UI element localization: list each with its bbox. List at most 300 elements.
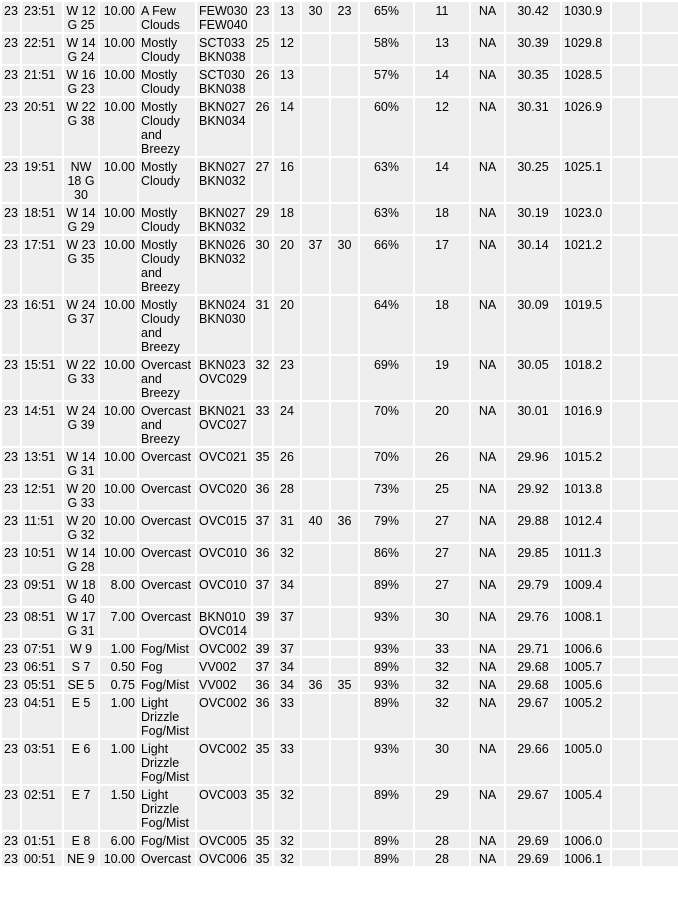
table-row: [1, 657, 678, 675]
min-6hr-cell: [330, 639, 359, 657]
table-row: [1, 575, 678, 607]
wind-cell: E 5: [63, 693, 99, 739]
time-cell: 22:51: [21, 33, 63, 65]
table-row: [1, 401, 678, 447]
heat-index-cell: NA: [470, 447, 505, 479]
wind-chill-cell: 27: [414, 543, 470, 575]
precip-1hr-cell: [611, 203, 641, 235]
table-row: [1, 157, 678, 203]
air-temp-cell: 30: [252, 235, 273, 295]
weather-cell: Overcast: [138, 543, 196, 575]
sky-condition-cell: OVC003: [196, 785, 252, 831]
wind-chill-cell: 32: [414, 657, 470, 675]
sea-level-pressure-cell: 1011.3: [561, 543, 611, 575]
relative-humidity-cell: 58%: [359, 33, 414, 65]
wind-chill-cell: 32: [414, 675, 470, 693]
precip-1hr-cell: [611, 831, 641, 849]
visibility-cell: 0.50: [99, 657, 138, 675]
visibility-cell: 6.00: [99, 831, 138, 849]
precip-3hr-cell: [641, 849, 678, 867]
max-6hr-cell: [301, 97, 330, 157]
precip-3hr-cell: [641, 543, 678, 575]
max-6hr-cell: 30: [301, 1, 330, 33]
wind-cell: W 14 G 29: [63, 203, 99, 235]
time-cell: 20:51: [21, 97, 63, 157]
min-6hr-cell: [330, 831, 359, 849]
wind-cell: W 14 G 28: [63, 543, 99, 575]
min-6hr-cell: [330, 447, 359, 479]
weather-cell: Overcast: [138, 479, 196, 511]
weather-cell: A Few Clouds: [138, 1, 196, 33]
date-cell: 23: [1, 511, 21, 543]
sky-condition-cell: OVC021: [196, 447, 252, 479]
sea-level-pressure-cell: 1006.0: [561, 831, 611, 849]
min-6hr-cell: [330, 97, 359, 157]
precip-3hr-cell: [641, 447, 678, 479]
precip-1hr-cell: [611, 65, 641, 97]
air-temp-cell: 36: [252, 675, 273, 693]
min-6hr-cell: [330, 849, 359, 867]
time-cell: 18:51: [21, 203, 63, 235]
date-cell: 23: [1, 355, 21, 401]
sea-level-pressure-cell: 1005.7: [561, 657, 611, 675]
time-cell: 00:51: [21, 849, 63, 867]
relative-humidity-cell: 60%: [359, 97, 414, 157]
time-cell: 05:51: [21, 675, 63, 693]
sea-level-pressure-cell: 1023.0: [561, 203, 611, 235]
table-row: [1, 203, 678, 235]
wind-cell: W 22 G 33: [63, 355, 99, 401]
relative-humidity-cell: 89%: [359, 785, 414, 831]
min-6hr-cell: [330, 785, 359, 831]
air-temp-cell: 23: [252, 1, 273, 33]
precip-1hr-cell: [611, 607, 641, 639]
air-temp-cell: 29: [252, 203, 273, 235]
heat-index-cell: NA: [470, 657, 505, 675]
dew-point-cell: 32: [273, 831, 301, 849]
date-cell: 23: [1, 157, 21, 203]
table-row: [1, 97, 678, 157]
dew-point-cell: 33: [273, 693, 301, 739]
precip-3hr-cell: [641, 65, 678, 97]
precip-3hr-cell: [641, 355, 678, 401]
air-temp-cell: 37: [252, 575, 273, 607]
wind-chill-cell: 13: [414, 33, 470, 65]
weather-cell: Overcast: [138, 447, 196, 479]
precip-3hr-cell: [641, 607, 678, 639]
date-cell: 23: [1, 657, 21, 675]
air-temp-cell: 26: [252, 97, 273, 157]
precip-3hr-cell: [641, 1, 678, 33]
air-temp-cell: 39: [252, 639, 273, 657]
precip-3hr-cell: [641, 693, 678, 739]
visibility-cell: 1.50: [99, 785, 138, 831]
altimeter-cell: 29.85: [505, 543, 561, 575]
wind-chill-cell: 27: [414, 575, 470, 607]
heat-index-cell: NA: [470, 235, 505, 295]
min-6hr-cell: 23: [330, 1, 359, 33]
weather-cell: Light Drizzle Fog/Mist: [138, 739, 196, 785]
altimeter-cell: 30.42: [505, 1, 561, 33]
dew-point-cell: 20: [273, 295, 301, 355]
altimeter-cell: 29.92: [505, 479, 561, 511]
altimeter-cell: 30.31: [505, 97, 561, 157]
precip-3hr-cell: [641, 739, 678, 785]
wind-chill-cell: 17: [414, 235, 470, 295]
time-cell: 06:51: [21, 657, 63, 675]
sky-condition-cell: BKN021 OVC027: [196, 401, 252, 447]
precip-1hr-cell: [611, 447, 641, 479]
sky-condition-cell: BKN027 BKN032: [196, 203, 252, 235]
wind-chill-cell: 28: [414, 849, 470, 867]
weather-cell: Overcast: [138, 511, 196, 543]
dew-point-cell: 23: [273, 355, 301, 401]
sea-level-pressure-cell: 1005.2: [561, 693, 611, 739]
relative-humidity-cell: 79%: [359, 511, 414, 543]
dew-point-cell: 37: [273, 639, 301, 657]
air-temp-cell: 36: [252, 543, 273, 575]
sea-level-pressure-cell: 1012.4: [561, 511, 611, 543]
visibility-cell: 10.00: [99, 543, 138, 575]
visibility-cell: 8.00: [99, 575, 138, 607]
min-6hr-cell: [330, 203, 359, 235]
sky-condition-cell: BKN027 BKN032: [196, 157, 252, 203]
dew-point-cell: 32: [273, 785, 301, 831]
relative-humidity-cell: 93%: [359, 675, 414, 693]
sky-condition-cell: OVC010: [196, 543, 252, 575]
precip-1hr-cell: [611, 543, 641, 575]
wind-cell: W 14 G 31: [63, 447, 99, 479]
air-temp-cell: 33: [252, 401, 273, 447]
max-6hr-cell: [301, 157, 330, 203]
weather-cell: Overcast and Breezy: [138, 355, 196, 401]
altimeter-cell: 30.05: [505, 355, 561, 401]
altimeter-cell: 29.96: [505, 447, 561, 479]
min-6hr-cell: [330, 575, 359, 607]
visibility-cell: 10.00: [99, 447, 138, 479]
wind-cell: W 23 G 35: [63, 235, 99, 295]
date-cell: 23: [1, 849, 21, 867]
heat-index-cell: NA: [470, 575, 505, 607]
max-6hr-cell: 40: [301, 511, 330, 543]
heat-index-cell: NA: [470, 693, 505, 739]
min-6hr-cell: [330, 543, 359, 575]
max-6hr-cell: [301, 479, 330, 511]
sea-level-pressure-cell: 1006.6: [561, 639, 611, 657]
wind-chill-cell: 18: [414, 203, 470, 235]
time-cell: 12:51: [21, 479, 63, 511]
wind-cell: SE 5: [63, 675, 99, 693]
weather-cell: Overcast and Breezy: [138, 401, 196, 447]
sky-condition-cell: OVC015: [196, 511, 252, 543]
dew-point-cell: 33: [273, 739, 301, 785]
air-temp-cell: 37: [252, 657, 273, 675]
altimeter-cell: 30.35: [505, 65, 561, 97]
sky-condition-cell: OVC020: [196, 479, 252, 511]
sea-level-pressure-cell: 1025.1: [561, 157, 611, 203]
relative-humidity-cell: 70%: [359, 401, 414, 447]
relative-humidity-cell: 93%: [359, 607, 414, 639]
wind-cell: W 14 G 24: [63, 33, 99, 65]
air-temp-cell: 35: [252, 785, 273, 831]
relative-humidity-cell: 57%: [359, 65, 414, 97]
precip-3hr-cell: [641, 401, 678, 447]
precip-1hr-cell: [611, 401, 641, 447]
precip-1hr-cell: [611, 657, 641, 675]
table-row: [1, 675, 678, 693]
dew-point-cell: 28: [273, 479, 301, 511]
precip-3hr-cell: [641, 511, 678, 543]
relative-humidity-cell: 73%: [359, 479, 414, 511]
sea-level-pressure-cell: 1016.9: [561, 401, 611, 447]
wind-cell: W 20 G 33: [63, 479, 99, 511]
weather-cell: Overcast: [138, 575, 196, 607]
precip-1hr-cell: [611, 33, 641, 65]
weather-cell: Fog: [138, 657, 196, 675]
sky-condition-cell: FEW030 FEW040: [196, 1, 252, 33]
precip-1hr-cell: [611, 575, 641, 607]
min-6hr-cell: [330, 355, 359, 401]
wind-cell: W 17 G 31: [63, 607, 99, 639]
wind-cell: W 16 G 23: [63, 65, 99, 97]
date-cell: 23: [1, 479, 21, 511]
date-cell: 23: [1, 203, 21, 235]
precip-1hr-cell: [611, 1, 641, 33]
precip-1hr-cell: [611, 739, 641, 785]
max-6hr-cell: [301, 831, 330, 849]
max-6hr-cell: [301, 355, 330, 401]
weather-cell: Overcast: [138, 849, 196, 867]
table-row: [1, 1, 678, 33]
date-cell: 23: [1, 675, 21, 693]
min-6hr-cell: 30: [330, 235, 359, 295]
precip-1hr-cell: [611, 235, 641, 295]
wind-chill-cell: 28: [414, 831, 470, 849]
sea-level-pressure-cell: 1028.5: [561, 65, 611, 97]
relative-humidity-cell: 89%: [359, 831, 414, 849]
precip-1hr-cell: [611, 639, 641, 657]
sky-condition-cell: OVC005: [196, 831, 252, 849]
min-6hr-cell: [330, 65, 359, 97]
precip-3hr-cell: [641, 785, 678, 831]
dew-point-cell: 32: [273, 543, 301, 575]
precip-3hr-cell: [641, 33, 678, 65]
visibility-cell: 1.00: [99, 739, 138, 785]
relative-humidity-cell: 89%: [359, 693, 414, 739]
sea-level-pressure-cell: 1005.0: [561, 739, 611, 785]
weather-cell: Overcast: [138, 607, 196, 639]
date-cell: 23: [1, 65, 21, 97]
time-cell: 09:51: [21, 575, 63, 607]
time-cell: 07:51: [21, 639, 63, 657]
altimeter-cell: 29.67: [505, 785, 561, 831]
date-cell: 23: [1, 97, 21, 157]
date-cell: 23: [1, 607, 21, 639]
time-cell: 08:51: [21, 607, 63, 639]
visibility-cell: 10.00: [99, 65, 138, 97]
max-6hr-cell: [301, 657, 330, 675]
altimeter-cell: 29.66: [505, 739, 561, 785]
sea-level-pressure-cell: 1030.9: [561, 1, 611, 33]
max-6hr-cell: [301, 401, 330, 447]
min-6hr-cell: [330, 157, 359, 203]
table-row: [1, 543, 678, 575]
table-row: [1, 295, 678, 355]
wind-chill-cell: 12: [414, 97, 470, 157]
relative-humidity-cell: 65%: [359, 1, 414, 33]
heat-index-cell: NA: [470, 831, 505, 849]
weather-cell: Mostly Cloudy: [138, 65, 196, 97]
table-row: [1, 235, 678, 295]
date-cell: 23: [1, 693, 21, 739]
weather-cell: Fog/Mist: [138, 675, 196, 693]
precip-1hr-cell: [611, 97, 641, 157]
sky-condition-cell: BKN024 BKN030: [196, 295, 252, 355]
min-6hr-cell: [330, 657, 359, 675]
wind-chill-cell: 14: [414, 157, 470, 203]
wind-cell: W 20 G 32: [63, 511, 99, 543]
table-row: [1, 607, 678, 639]
visibility-cell: 10.00: [99, 1, 138, 33]
time-cell: 17:51: [21, 235, 63, 295]
max-6hr-cell: [301, 447, 330, 479]
min-6hr-cell: 36: [330, 511, 359, 543]
sea-level-pressure-cell: 1013.8: [561, 479, 611, 511]
weather-cell: Mostly Cloudy and Breezy: [138, 235, 196, 295]
relative-humidity-cell: 63%: [359, 157, 414, 203]
visibility-cell: 10.00: [99, 33, 138, 65]
date-cell: 23: [1, 235, 21, 295]
dew-point-cell: 18: [273, 203, 301, 235]
altimeter-cell: 30.01: [505, 401, 561, 447]
sky-condition-cell: OVC006: [196, 849, 252, 867]
weather-cell: Mostly Cloudy: [138, 203, 196, 235]
air-temp-cell: 35: [252, 849, 273, 867]
precip-3hr-cell: [641, 657, 678, 675]
date-cell: 23: [1, 33, 21, 65]
precip-3hr-cell: [641, 295, 678, 355]
altimeter-cell: 29.68: [505, 657, 561, 675]
dew-point-cell: 12: [273, 33, 301, 65]
sky-condition-cell: BKN010 OVC014: [196, 607, 252, 639]
wind-cell: E 7: [63, 785, 99, 831]
max-6hr-cell: [301, 785, 330, 831]
max-6hr-cell: [301, 575, 330, 607]
visibility-cell: 10.00: [99, 97, 138, 157]
dew-point-cell: 14: [273, 97, 301, 157]
precip-1hr-cell: [611, 295, 641, 355]
air-temp-cell: 35: [252, 447, 273, 479]
visibility-cell: 10.00: [99, 849, 138, 867]
sea-level-pressure-cell: 1005.4: [561, 785, 611, 831]
wind-cell: W 18 G 40: [63, 575, 99, 607]
wind-chill-cell: 14: [414, 65, 470, 97]
sky-condition-cell: OVC002: [196, 739, 252, 785]
wind-cell: E 6: [63, 739, 99, 785]
sea-level-pressure-cell: 1021.2: [561, 235, 611, 295]
sky-condition-cell: BKN023 OVC029: [196, 355, 252, 401]
wind-chill-cell: 32: [414, 693, 470, 739]
sky-condition-cell: SCT030 BKN038: [196, 65, 252, 97]
wind-cell: W 24 G 37: [63, 295, 99, 355]
precip-1hr-cell: [611, 479, 641, 511]
altimeter-cell: 29.69: [505, 831, 561, 849]
time-cell: 02:51: [21, 785, 63, 831]
precip-3hr-cell: [641, 575, 678, 607]
air-temp-cell: 27: [252, 157, 273, 203]
min-6hr-cell: 35: [330, 675, 359, 693]
wind-cell: W 9: [63, 639, 99, 657]
air-temp-cell: 25: [252, 33, 273, 65]
relative-humidity-cell: 69%: [359, 355, 414, 401]
dew-point-cell: 34: [273, 675, 301, 693]
sky-condition-cell: OVC010: [196, 575, 252, 607]
air-temp-cell: 36: [252, 693, 273, 739]
precip-1hr-cell: [611, 355, 641, 401]
min-6hr-cell: [330, 739, 359, 785]
dew-point-cell: 34: [273, 575, 301, 607]
heat-index-cell: NA: [470, 295, 505, 355]
heat-index-cell: NA: [470, 639, 505, 657]
table-row: [1, 447, 678, 479]
heat-index-cell: NA: [470, 511, 505, 543]
sky-condition-cell: BKN027 BKN034: [196, 97, 252, 157]
time-cell: 11:51: [21, 511, 63, 543]
weather-cell: Light Drizzle Fog/Mist: [138, 785, 196, 831]
weather-cell: Mostly Cloudy: [138, 33, 196, 65]
sky-condition-cell: BKN026 BKN032: [196, 235, 252, 295]
observations-body: [1, 1, 678, 867]
time-cell: 14:51: [21, 401, 63, 447]
wind-chill-cell: 20: [414, 401, 470, 447]
time-cell: 04:51: [21, 693, 63, 739]
date-cell: 23: [1, 831, 21, 849]
sea-level-pressure-cell: 1029.8: [561, 33, 611, 65]
altimeter-cell: 29.67: [505, 693, 561, 739]
heat-index-cell: NA: [470, 739, 505, 785]
sea-level-pressure-cell: 1008.1: [561, 607, 611, 639]
wind-chill-cell: 19: [414, 355, 470, 401]
heat-index-cell: NA: [470, 401, 505, 447]
visibility-cell: 0.75: [99, 675, 138, 693]
wind-chill-cell: 25: [414, 479, 470, 511]
relative-humidity-cell: 93%: [359, 739, 414, 785]
heat-index-cell: NA: [470, 355, 505, 401]
dew-point-cell: 26: [273, 447, 301, 479]
sea-level-pressure-cell: 1026.9: [561, 97, 611, 157]
min-6hr-cell: [330, 479, 359, 511]
weather-cell: Fog/Mist: [138, 831, 196, 849]
precip-1hr-cell: [611, 157, 641, 203]
date-cell: 23: [1, 785, 21, 831]
precip-1hr-cell: [611, 675, 641, 693]
visibility-cell: 10.00: [99, 511, 138, 543]
heat-index-cell: NA: [470, 607, 505, 639]
max-6hr-cell: [301, 607, 330, 639]
heat-index-cell: NA: [470, 203, 505, 235]
max-6hr-cell: [301, 203, 330, 235]
heat-index-cell: NA: [470, 157, 505, 203]
sea-level-pressure-cell: 1018.2: [561, 355, 611, 401]
dew-point-cell: 31: [273, 511, 301, 543]
time-cell: 23:51: [21, 1, 63, 33]
relative-humidity-cell: 89%: [359, 575, 414, 607]
min-6hr-cell: [330, 607, 359, 639]
wind-chill-cell: 33: [414, 639, 470, 657]
date-cell: 23: [1, 575, 21, 607]
date-cell: 23: [1, 739, 21, 785]
precip-3hr-cell: [641, 675, 678, 693]
